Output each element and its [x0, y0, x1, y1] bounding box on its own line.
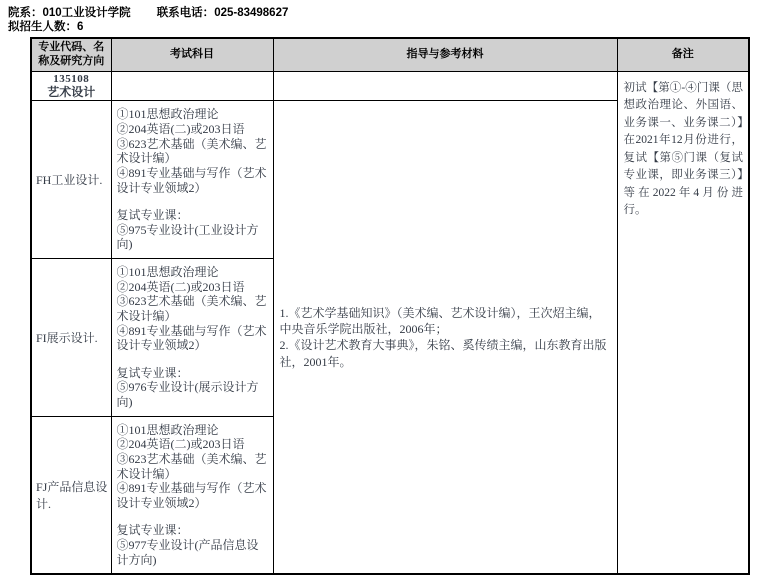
dept-phone-line: [8, 7, 762, 20]
program-code: 135108: [53, 72, 90, 85]
direction-fh: FH工业设计.: [31, 101, 111, 259]
subject-item: ④891专业基础与写作（艺术设计专业领域2）: [116, 323, 267, 353]
direction-fj: FJ产品信息设计.: [31, 416, 111, 574]
reference-materials: [273, 101, 617, 574]
dept-label: 院系：: [8, 7, 43, 19]
subject-item: ④891专业基础与写作（艺术设计专业领域2）: [116, 165, 267, 195]
admissions-table: [30, 37, 750, 575]
retest-label: 复试专业课：: [116, 208, 189, 223]
subject-item: ③623艺术基础（美术编、艺术设计编）: [116, 451, 267, 481]
enroll-value: 6: [77, 21, 84, 34]
direction-fi: FI展示设计.: [31, 259, 111, 417]
reference-item: 2.《设计艺术教育大事典》，朱铭、奚传绩主编，山东教育出版社，2001年。: [279, 338, 607, 369]
header-remarks-column: 备注: [617, 38, 749, 71]
subject-item: ①101思想政治理论: [116, 265, 219, 279]
header-subjects-column: 考试科目: [111, 38, 273, 71]
dept-value: 010工业设计学院: [42, 7, 131, 19]
retest-label: 复试专业课：: [116, 365, 189, 380]
phone-value: 025-83498627: [214, 7, 289, 19]
retest-subject: ⑤975专业设计(工业设计方向): [116, 222, 259, 252]
subjects-fi: [111, 259, 273, 417]
remarks-note: 初试【第①-④门课（思想政治理论、外国语、业务课一、业务课二）】在2021年12月份进行，复试【第⑤门课（复试专业课，即业务课三）】等在2022年4月份进行。: [617, 71, 749, 574]
subject-item: ①101思想政治理论: [116, 107, 219, 122]
enrollment-line: [8, 21, 762, 34]
empty-subjects-cell: [111, 71, 273, 100]
enroll-label: 拟招生人数：: [8, 21, 77, 34]
retest-label: 复试专业课：: [116, 523, 189, 538]
phone-label: 联系电话：: [156, 7, 215, 19]
empty-materials-cell: [273, 71, 617, 100]
subject-item: ②204英语(二)或203日语: [116, 122, 245, 136]
page-top-info: [0, 0, 762, 34]
subject-item: ②204英语(二)或203日语: [116, 279, 245, 294]
header-program-column: 专业代码、名称及研究方向: [31, 38, 111, 71]
reference-item: 1.《艺术学基础知识》（美术编、艺术设计编），王次炤主编，中央音乐学院出版社，2006年；: [279, 305, 601, 337]
retest-subject: ⑤977专业设计(产品信息设计方向): [116, 538, 259, 567]
header-materials-column: 指导与参考材料: [273, 38, 617, 71]
retest-subject: ⑤976专业设计(展示设计方向): [116, 380, 259, 409]
subjects-fj: [111, 416, 273, 574]
subjects-fh: [111, 101, 273, 259]
subject-item: ④891专业基础与写作（艺术设计专业领域2）: [116, 481, 267, 510]
subject-item: ③623艺术基础（美术编、艺术设计编）: [116, 294, 267, 323]
program-name: 艺术设计: [47, 84, 96, 99]
subject-item: ②204英语(二)或203日语: [116, 437, 245, 452]
subject-item: ③623艺术基础（美术编、艺术设计编）: [116, 136, 267, 166]
program-cell: [31, 71, 111, 100]
subject-item: ①101思想政治理论: [116, 422, 219, 437]
